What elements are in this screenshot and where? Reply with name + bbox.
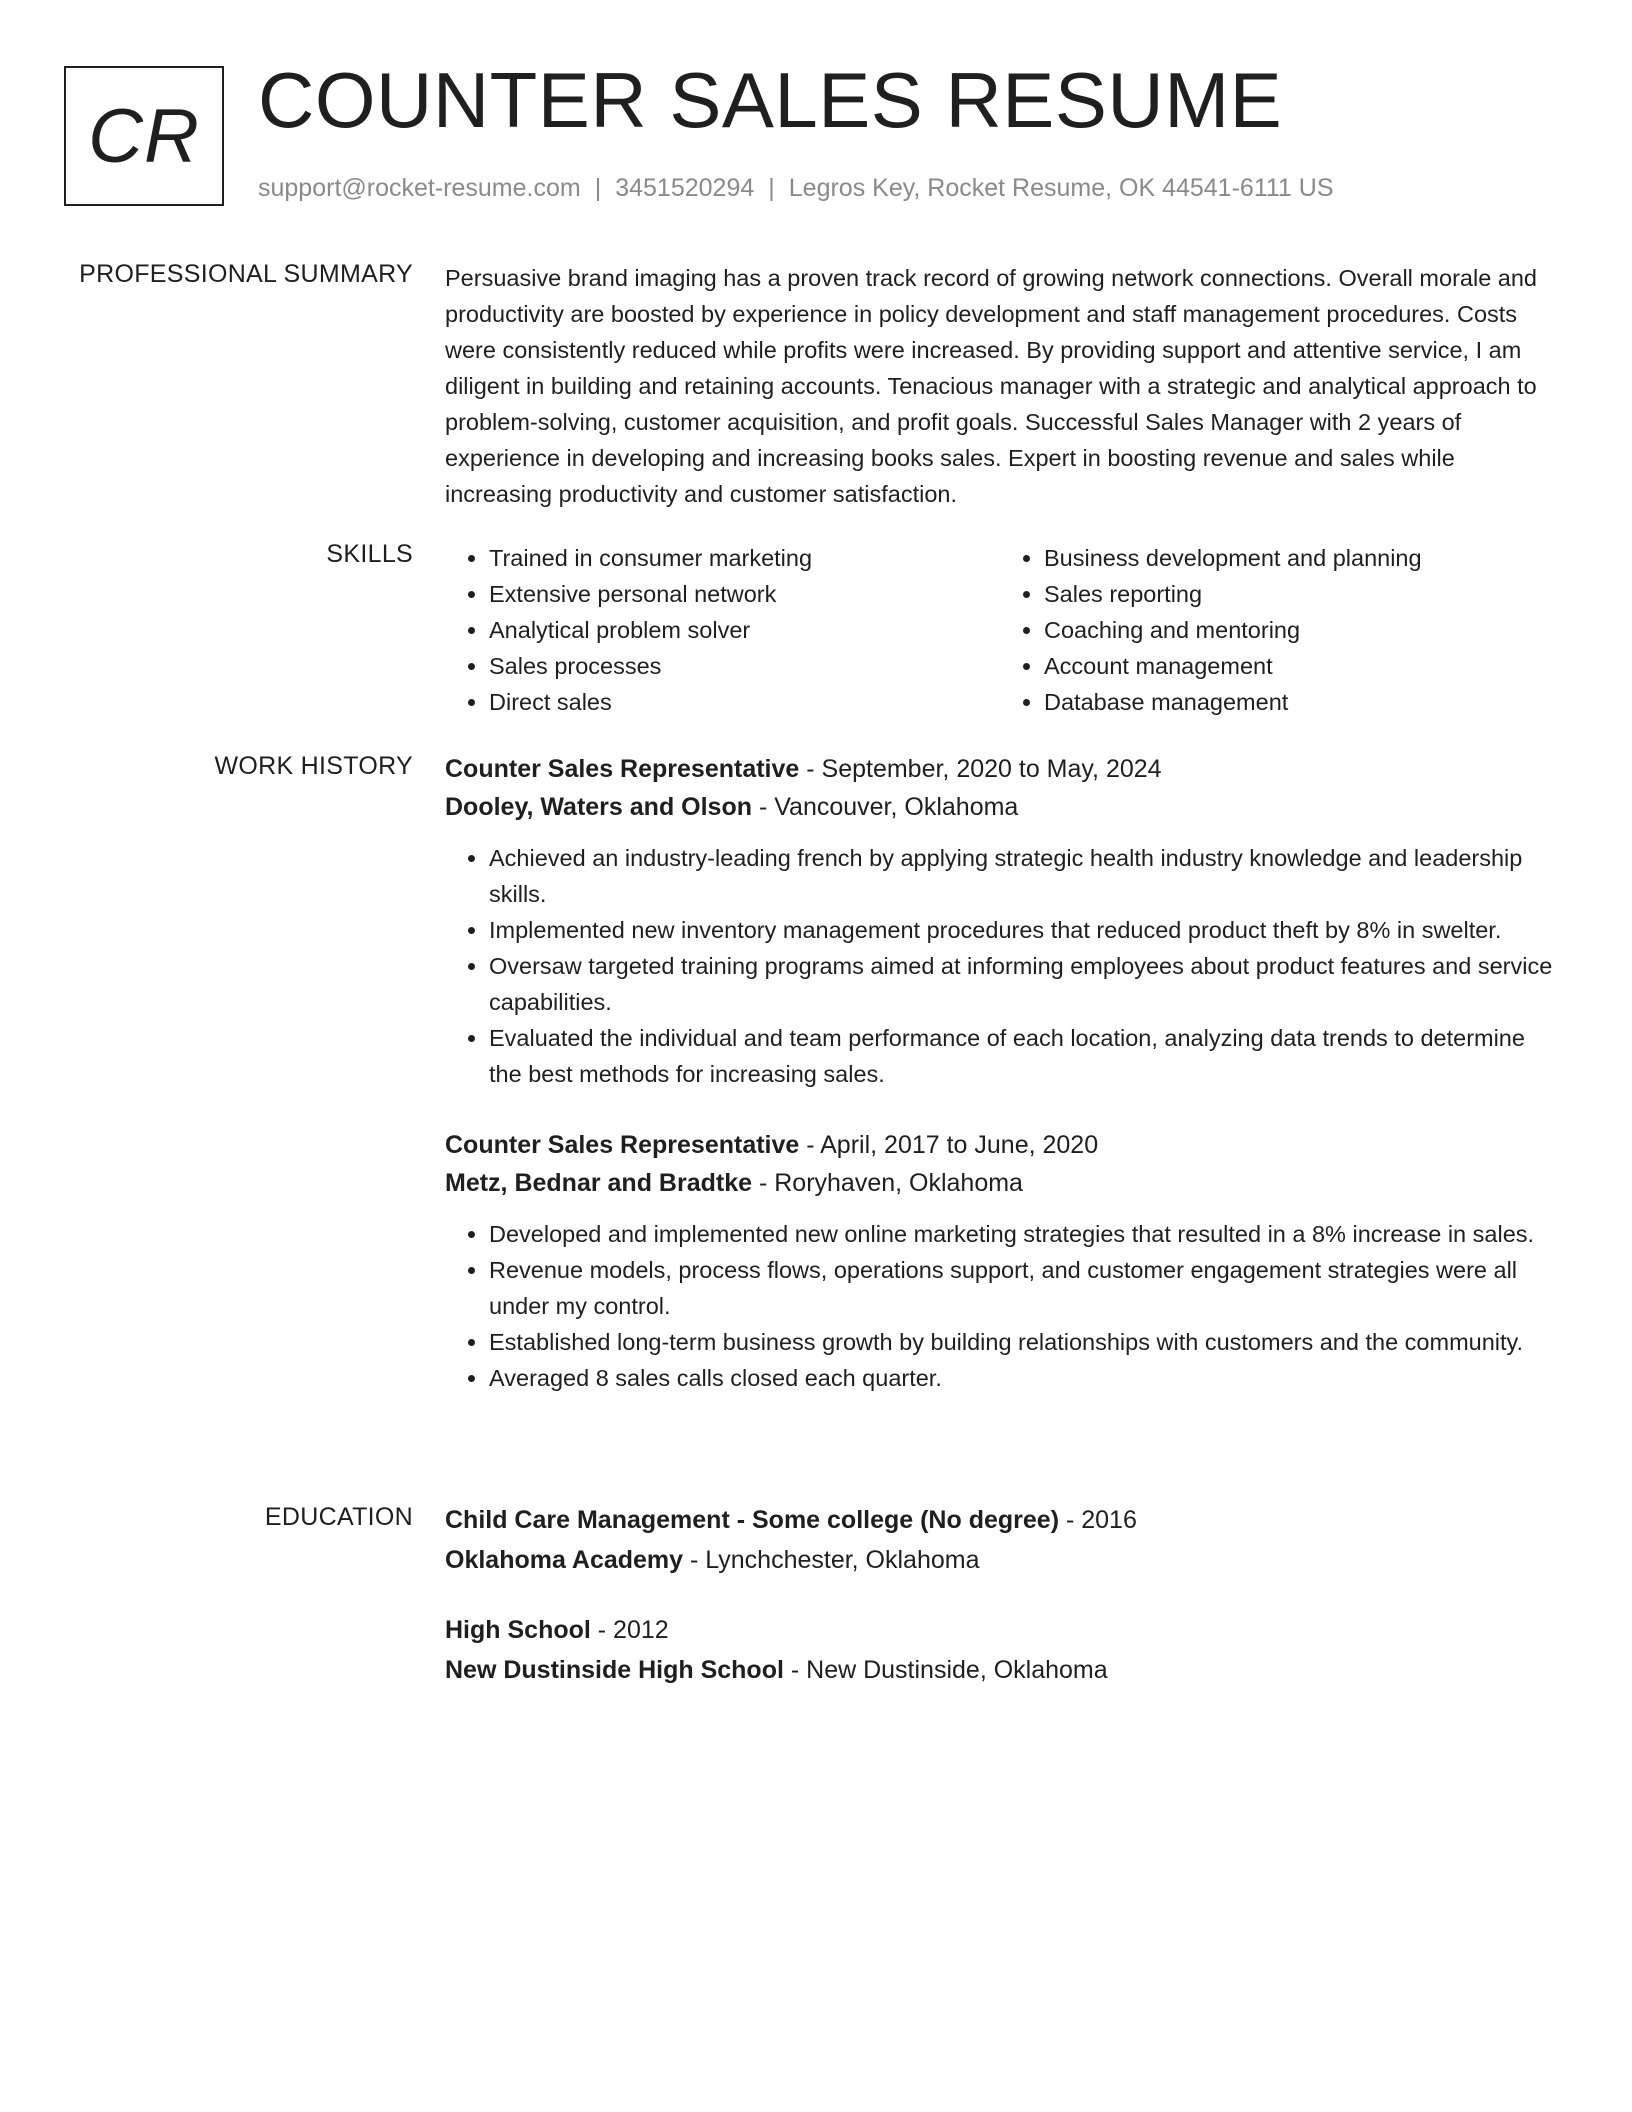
job-bullet: • Evaluated the individual and team performance of each location, analyzing data trends to determine the best methods for increasing sales. xyxy=(489,1020,1555,1092)
contact-phone: 3451520294 xyxy=(615,174,755,202)
education-school-line xyxy=(445,1540,1555,1580)
job-bullet: • Implemented new inventory management procedures that reduced product theft by 8% in swelter. xyxy=(489,912,1555,948)
resume-title: COUNTER SALES RESUME xyxy=(258,56,1283,144)
education-heading: EDUCATION xyxy=(264,1503,413,1531)
skill-item: • Analytical problem solver xyxy=(489,612,1000,648)
skill-item: • Sales processes xyxy=(489,648,1000,684)
education-entry xyxy=(445,1610,1555,1690)
education-location: - Lynchchester, Oklahoma xyxy=(683,1546,980,1574)
skill-item: • Business development and planning xyxy=(1044,540,1555,576)
education-degree: High School xyxy=(445,1616,591,1644)
skills-list-left xyxy=(445,540,1000,720)
contact-separator: | xyxy=(594,174,602,202)
job-dates: - April, 2017 to June, 2020 xyxy=(799,1131,1099,1159)
education-degree: Child Care Management - Some college (No degree) xyxy=(445,1506,1060,1534)
job-bullet: • Achieved an industry-leading french by applying strategic health industry knowledge and leadership skills. xyxy=(489,840,1555,912)
skill-item: • Coaching and mentoring xyxy=(1044,612,1555,648)
education-degree-line xyxy=(445,1610,1555,1650)
work-history-heading: WORK HISTORY xyxy=(214,752,413,780)
job-bullet: • Revenue models, process flows, operations support, and customer engagement strategies were all under my control. xyxy=(489,1252,1555,1324)
skills-body xyxy=(445,540,1555,720)
job-bullet: • Oversaw targeted training programs aimed at informing employees about product features and service capabilities. xyxy=(489,948,1555,1020)
contact-address: Legros Key, Rocket Resume, OK 44541-6111 US xyxy=(788,174,1334,202)
job-company-line xyxy=(445,788,1555,826)
work-history-body xyxy=(445,750,1555,1430)
summary-text: Persuasive brand imaging has a proven track record of growing network connections. Overall morale and productivity are boosted by experience in policy development and staff management procedures. Costs were consistently reduced while profits were increased. By providing support and attentive service, I am diligent in building and retaining accounts. Tenacious manager with a strategic and analytical approach to problem-solving, customer acquisition, and profit goals. Successful Sales Manager with 2 years of experience in developing and increasing books sales. Expert in boosting revenue and sales while increasing productivity and customer satisfaction. xyxy=(445,265,1538,507)
contact-separator: | xyxy=(768,174,775,202)
job-title: Counter Sales Representative xyxy=(445,1131,800,1159)
education-location: - New Dustinside, Oklahoma xyxy=(783,1656,1108,1684)
job-location: - Roryhaven, Oklahoma xyxy=(752,1169,1023,1197)
education-year: - 2016 xyxy=(1059,1506,1137,1534)
job-company: Metz, Bednar and Bradtke xyxy=(445,1169,753,1197)
education-degree-line xyxy=(445,1500,1555,1540)
contact-email: support@rocket-resume.com xyxy=(258,174,581,202)
contact-line xyxy=(258,174,1334,203)
education-entry xyxy=(445,1500,1555,1580)
skills-heading: SKILLS xyxy=(326,540,413,568)
job-title-line xyxy=(445,1126,1555,1164)
job-entry xyxy=(445,1126,1555,1396)
education-body xyxy=(445,1500,1555,1720)
education-school: New Dustinside High School xyxy=(445,1656,784,1684)
education-year: - 2012 xyxy=(590,1616,669,1644)
job-location: - Vancouver, Oklahoma xyxy=(752,793,1019,821)
monogram-logo: CR xyxy=(64,66,224,206)
skill-item: • Sales reporting xyxy=(1044,576,1555,612)
skills-list-right xyxy=(1000,540,1555,720)
job-title-line xyxy=(445,750,1555,788)
job-entry xyxy=(445,750,1555,1092)
job-company: Dooley, Waters and Olson xyxy=(445,793,752,821)
job-title: Counter Sales Representative xyxy=(445,755,800,783)
skill-item: • Account management xyxy=(1044,648,1555,684)
job-bullet: • Established long-term business growth by building relationships with customers and the community. xyxy=(489,1324,1555,1360)
education-school-line xyxy=(445,1650,1555,1690)
education-school: Oklahoma Academy xyxy=(445,1546,684,1574)
skill-item: • Trained in consumer marketing xyxy=(489,540,1000,576)
job-bullet: • Averaged 8 sales calls closed each quarter. xyxy=(489,1360,1555,1396)
skill-item: • Database management xyxy=(1044,684,1555,720)
job-bullet: • Developed and implemented new online marketing strategies that resulted in a 8% increase in sales. xyxy=(489,1216,1555,1252)
job-company-line xyxy=(445,1164,1555,1202)
skill-item: • Direct sales xyxy=(489,684,1000,720)
job-bullets xyxy=(445,1216,1555,1396)
skill-item: • Extensive personal network xyxy=(489,576,1000,612)
job-dates: - September, 2020 to May, 2024 xyxy=(799,755,1162,783)
summary-body xyxy=(445,260,1555,512)
job-bullets xyxy=(445,840,1555,1092)
summary-heading: PROFESSIONAL SUMMARY xyxy=(79,260,413,288)
